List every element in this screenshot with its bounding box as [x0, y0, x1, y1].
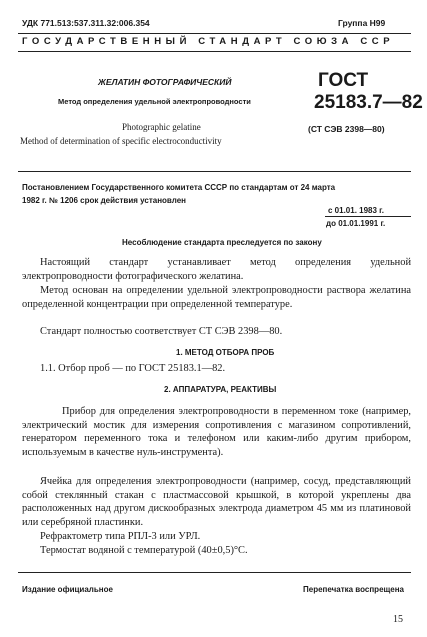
date-divider [325, 216, 411, 217]
official-edition-label: Издание официальное [22, 585, 113, 594]
document-subtitle: Метод определения удельной электропроводности [58, 97, 251, 106]
intro-paragraph-2: Метод основан на определении удельной электропроводности раствора желатина определенной концентрации при определенной температуре. [22, 285, 411, 310]
decree-line-1: Постановлением Государственного комитета СССР по стандартам от 24 марта [22, 183, 336, 192]
effective-from: с 01.01. 1983 г. [328, 206, 384, 215]
english-title: Photographic gelatine [122, 122, 201, 132]
header-rule-bottom [18, 51, 411, 52]
violation-notice: Несоблюдение стандарта преследуется по закону [122, 238, 322, 247]
group-code: Группа Н99 [338, 18, 386, 28]
intro-paragraph-3: Стандарт полностью соответствует СТ СЭВ 2398—80. [40, 326, 283, 337]
title-rule [18, 171, 411, 172]
section-2-title: 2. АППАРАТУРА, РЕАКТИВЫ [164, 385, 277, 394]
reprint-prohibited-label: Перепечатка воспрещена [303, 585, 404, 594]
footer-rule [18, 572, 411, 573]
english-subtitle: Method of determination of specific electroconductivity [20, 136, 222, 146]
section-2-paragraph-1: Прибор для определения электропроводности в переменном токе (например, электрический мостик для измерения сопротивления с магазином сопротивлений, генератором переменного тока и телефоном или каким-либо другим прибором, используемым в качестве нуль-инструмента). [22, 406, 411, 458]
section-1-title: 1. МЕТОД ОТБОРА ПРОБ [176, 348, 275, 357]
section-2-paragraph-2: Ячейка для определения электропроводности (например, сосуд, представляющий собой стеклянный стакан с пластмассовой крышкой, в которой укреплены два расположенных над другом дискообразных электрода диаметром 45 мм из платиновой или серебряной пластинки. [22, 476, 411, 528]
udk-code: УДК 771.513:537.311.32:006.354 [22, 18, 150, 28]
page-number: 15 [393, 614, 403, 625]
effective-to: до 01.01.1991 г. [326, 219, 386, 228]
standard-type-header: ГОСУДАРСТВЕННЫЙ СТАНДАРТ СОЮЗА ССР [22, 36, 395, 47]
document-title: ЖЕЛАТИН ФОТОГРАФИЧЕСКИЙ [98, 77, 232, 87]
gost-label: ГОСТ [318, 70, 369, 91]
gost-code: 25183.7—82 [314, 92, 423, 113]
header-rule-top [18, 33, 411, 34]
section-2-paragraph-4: Термостат водяной с температурой (40±0,5)°С. [40, 545, 248, 556]
decree-line-2: 1982 г. № 1206 срок действия установлен [22, 196, 186, 205]
section-2-paragraph-3: Рефрактометр типа РПЛ-3 или УРЛ. [40, 531, 201, 542]
intro-paragraph-1: Настоящий стандарт устанавливает метод определения удельной электропроводности фотографического желатина. [22, 257, 411, 282]
sev-reference: (СТ СЭВ 2398—80) [308, 124, 385, 134]
section-1-paragraph-1: 1.1. Отбор проб — по ГОСТ 25183.1—82. [40, 363, 226, 374]
